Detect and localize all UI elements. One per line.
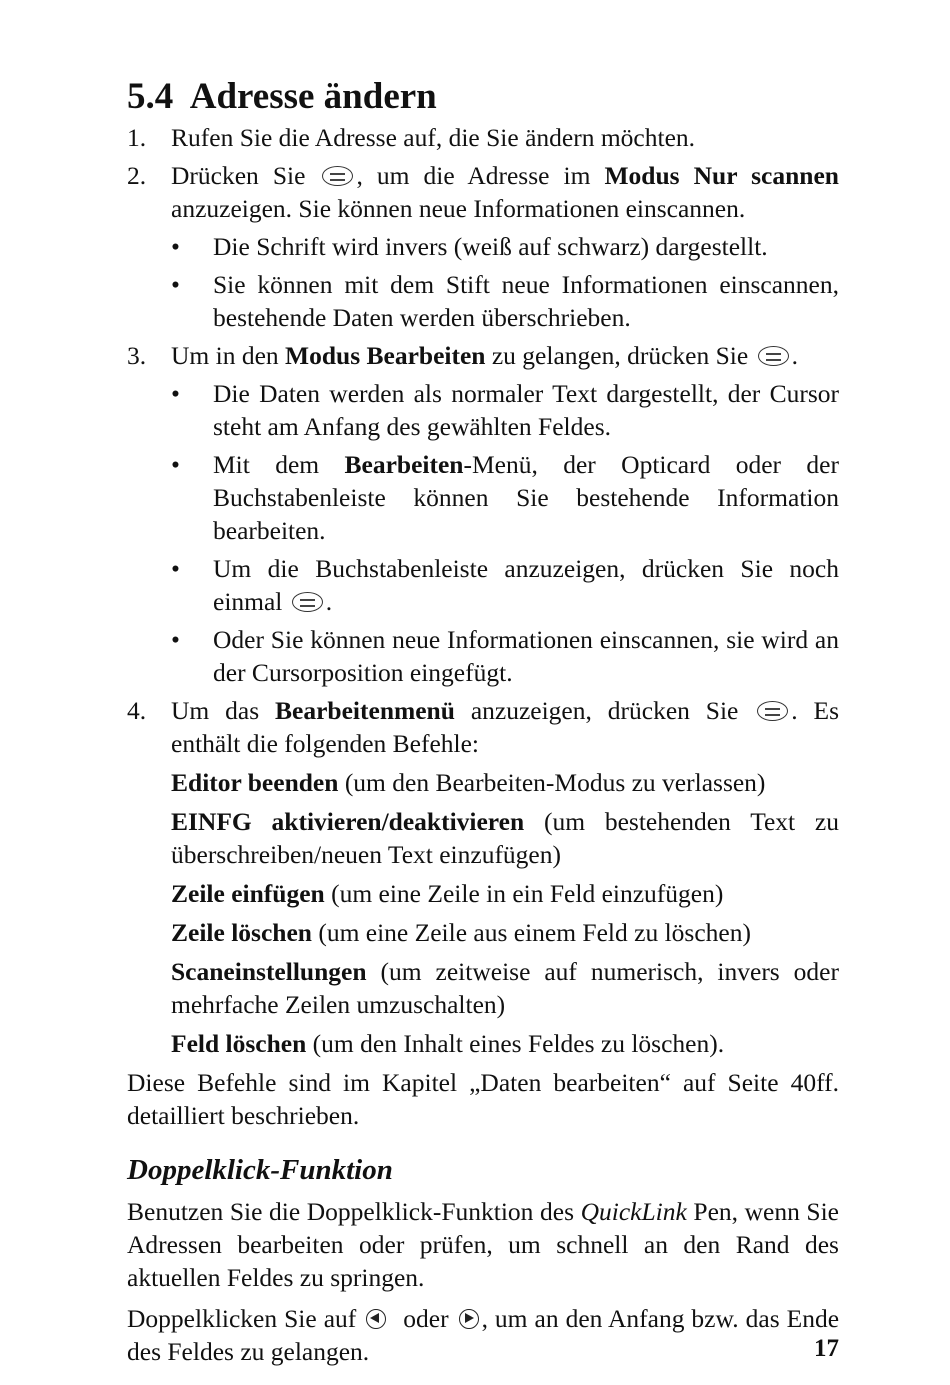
page-number: 17	[814, 1335, 839, 1362]
step-number: 2.	[127, 161, 147, 190]
esc-key-icon	[757, 701, 788, 721]
command-list	[171, 766, 839, 1060]
step-3-bullets	[171, 377, 839, 689]
section-heading: 5.4 Adresse ändern	[127, 76, 437, 117]
step-2-bullets	[171, 230, 839, 334]
bullet-item: • Oder Sie können neue Informationen einscannen, sie wird an der Cursorposition eingefügt.	[171, 625, 839, 687]
step-3: 3. Um in den Modus Bearbeiten zu gelangen, drücken Sie . • Die Daten werden als normaler Text dargestellt, der Cursor steht am Anfang des gewählten Feldes. • Mit dem Bearbeiten-Menü, der Opticard oder der Buchstabenleiste können Sie bestehende Information bearbeiten. • Um die Buchstabenleiste anzuzeigen, drücken Sie noch einmal . • Oder Sie können neue Informationen einscannen, sie wird an der Cursorposition eingefügt.	[127, 341, 839, 687]
command-item: Feld löschen (um den Inhalt eines Feldes zu löschen).	[171, 1029, 725, 1058]
page-content	[127, 74, 839, 1368]
left-arrow-icon	[366, 1309, 386, 1329]
command-item: Zeile löschen (um eine Zeile aus einem Feld zu löschen)	[171, 918, 751, 947]
bullet-item: • Die Daten werden als normaler Text dargestellt, der Cursor steht am Anfang des gewählten Feldes.	[171, 379, 839, 441]
step-2: 2. Drücken Sie , um die Adresse im Modus Nur scannen anzuzeigen. Sie können neue Informationen einscannen. • Die Schrift wird invers (weiß auf schwarz) dargestellt. • Sie können mit dem Stift neue Informationen einscannen, bestehende Daten werden überschrieben.	[127, 161, 839, 332]
step-number: 1.	[127, 123, 147, 152]
steps-list	[127, 121, 839, 1060]
summary-paragraph: Diese Befehle sind im Kapitel „Daten bearbeiten“ auf Seite 40ff. detailliert beschrieben.	[127, 1068, 839, 1130]
bullet-item: • Die Schrift wird invers (weiß auf schwarz) dargestellt.	[171, 232, 768, 261]
command-item: EINFG aktivieren/deaktivieren (um bestehenden Text zu überschreiben/neuen Text einzufügen)	[171, 807, 839, 869]
step-1	[127, 121, 839, 154]
subsection-heading: Doppelklick-Funktion	[127, 1154, 393, 1186]
ent-key-icon	[322, 166, 353, 186]
right-arrow-icon	[459, 1309, 479, 1329]
command-item: Zeile einfügen (um eine Zeile in ein Feld einzufügen)	[171, 879, 724, 908]
step-4: 4. Um das Bearbeitenmenü anzuzeigen, drücken Sie . Es enthält die folgenden Befehle: Editor beenden (um den Bearbeiten-Modus zu verlassen) EINFG aktivieren/deaktivieren (um bestehenden Text zu überschreiben/neuen Text einzufügen) Zeile einfügen (um eine Zeile in ein Feld einzufügen) Zeile löschen (um eine Zeile aus einem Feld zu löschen) Scaneinstellungen (um zeitweise auf numerisch, invers oder mehrfache Zeilen umzuschalten) Feld löschen (um den Inhalt eines Feldes zu löschen).	[127, 696, 840, 1058]
doubleclick-paragraph: Benutzen Sie die Doppelklick-Funktion des QuickLink Pen, wenn Sie Adressen bearbeiten oder prüfen, um schnell an den Rand des aktuellen Feldes zu springen.	[127, 1197, 839, 1292]
bullet-item: • Um die Buchstabenleiste anzuzeigen, drücken Sie noch einmal .	[171, 554, 839, 616]
ent-key-icon	[292, 592, 323, 612]
bullet-item: • Sie können mit dem Stift neue Informationen einscannen, bestehende Daten werden überschrieben.	[171, 270, 839, 332]
ent-key-icon	[758, 346, 789, 366]
step-text: Rufen Sie die Adresse auf, die Sie ändern möchten.	[171, 123, 696, 152]
command-item: Editor beenden (um den Bearbeiten-Modus zu verlassen)	[171, 768, 766, 797]
step-number: 3.	[127, 341, 147, 370]
doubleclick-instruction: Doppelklicken Sie auf oder , um an den Anfang bzw. das Ende des Feldes zu gelangen.	[127, 1304, 840, 1366]
bullet-item: • Mit dem Bearbeiten-Menü, der Opticard oder der Buchstabenleiste können Sie bestehende Information bearbeiten.	[171, 450, 839, 545]
step-number: 4.	[127, 696, 147, 725]
command-item: Scaneinstellungen (um zeitweise auf numerisch, invers oder mehrfache Zeilen umzuschalten)	[171, 957, 839, 1019]
